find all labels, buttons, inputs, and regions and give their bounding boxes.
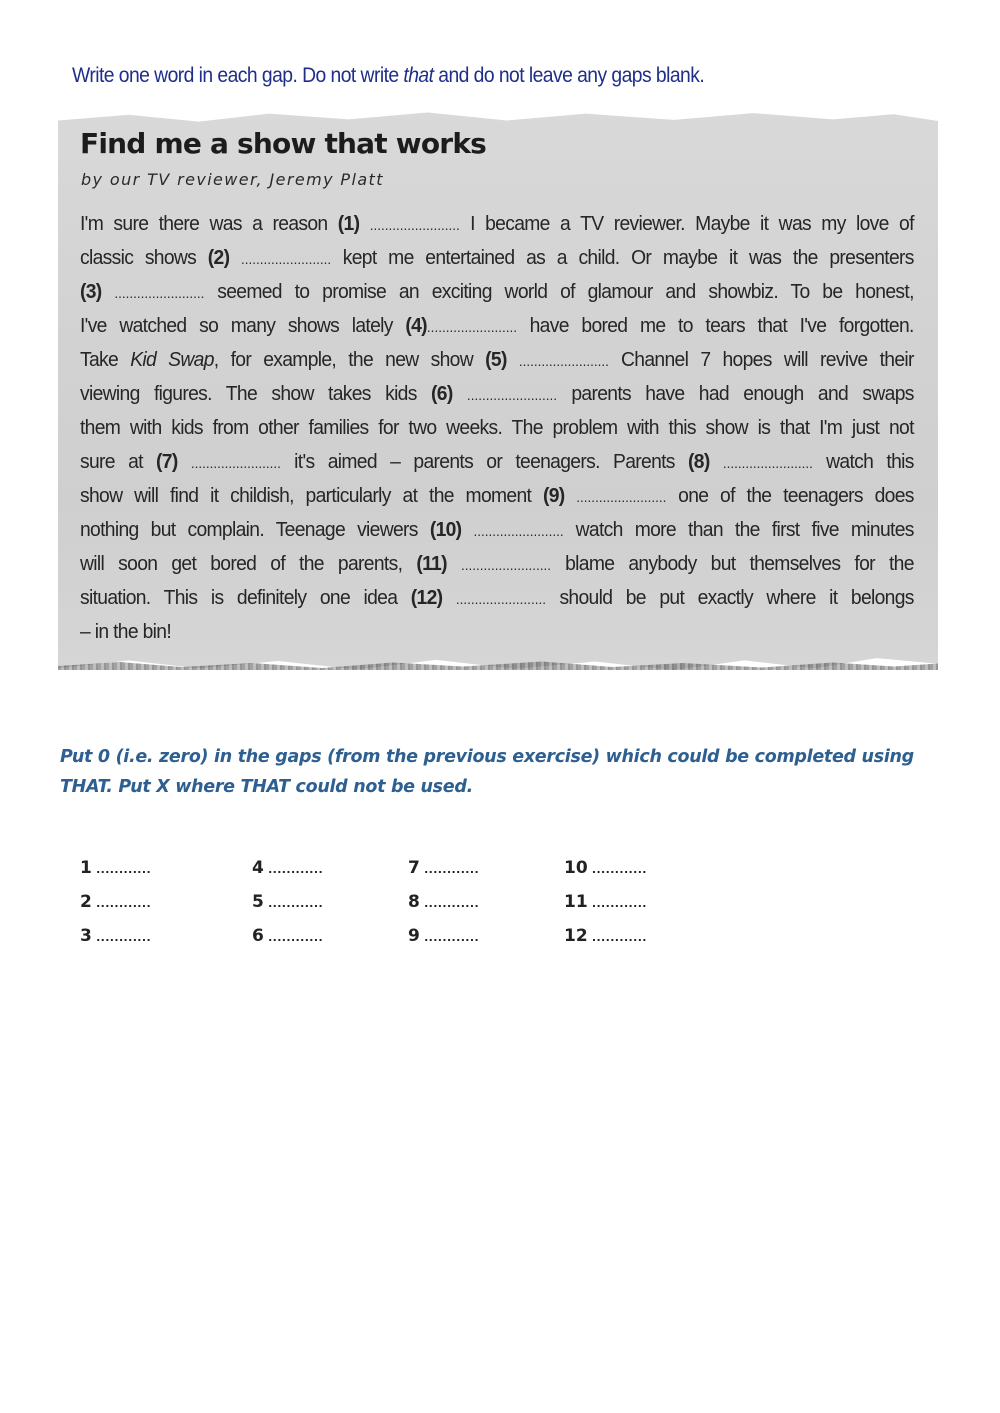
- answer-item-4[interactable]: [252, 858, 323, 878]
- gap-blank: ........................: [369, 217, 460, 233]
- answer-blank[interactable]: ............: [587, 931, 647, 944]
- answer-item-9[interactable]: [408, 926, 479, 946]
- answer-number: 8: [408, 892, 420, 912]
- article-text: Take: [80, 349, 131, 371]
- answer-item-7[interactable]: [408, 858, 479, 878]
- article-text: blame anybody but themselves for the: [551, 553, 914, 575]
- article-text: situation. This is definitely one idea: [80, 587, 411, 609]
- article-line: [80, 377, 914, 411]
- answer-item-3[interactable]: [80, 926, 151, 946]
- answer-blank[interactable]: ............: [419, 931, 480, 944]
- gap-number: (9): [542, 485, 565, 507]
- article-line: [80, 581, 914, 615]
- answer-blank[interactable]: ............: [419, 863, 480, 876]
- article-text: kept me entertained as a child. Or maybe it was the presenters: [331, 247, 914, 269]
- article-line: [80, 615, 914, 649]
- instruction-text: [72, 64, 882, 88]
- answer-number: 9: [408, 926, 420, 946]
- answer-blank[interactable]: ............: [587, 897, 647, 910]
- answer-item-1[interactable]: [80, 858, 151, 878]
- show-name: Kid Swap: [130, 349, 214, 371]
- article-line: [80, 411, 914, 445]
- gap-blank: ........................: [473, 523, 564, 539]
- gap-number: (1): [337, 213, 360, 235]
- answer-number: 1: [80, 858, 92, 878]
- answer-number: 11: [564, 892, 588, 912]
- gap-number: (3): [80, 281, 102, 303]
- article-text: seemed to promise an exciting world of glamour and showbiz. To be honest,: [204, 281, 914, 303]
- gap-blank: ........................: [460, 557, 552, 573]
- article-body: [80, 207, 914, 649]
- article-text: should be put exactly where it belongs: [545, 587, 914, 609]
- article-line: [80, 343, 914, 377]
- article-text: [359, 213, 369, 235]
- article-line: [80, 309, 914, 343]
- gap-number: (10): [429, 519, 462, 541]
- gap-blank: ........................: [114, 285, 205, 301]
- answer-blank[interactable]: ............: [263, 931, 324, 944]
- answer-number: 12: [564, 926, 588, 946]
- exercise2-instruction: Put 0 (i.e. zero) in the gaps (from the previous exercise) which could be completed using THAT. Put X where THAT could not be used.: [60, 747, 914, 797]
- answer-number: 10: [564, 858, 588, 878]
- article-text: nothing but complain. Teenage viewers: [80, 519, 430, 541]
- gap-blank: ........................: [426, 319, 518, 335]
- answer-blank[interactable]: ............: [91, 897, 152, 910]
- gap-number: (6): [431, 383, 453, 405]
- article-line: [80, 445, 914, 479]
- article-text: [565, 485, 577, 507]
- answer-item-5[interactable]: [252, 892, 323, 912]
- article-text: parents have had enough and swaps: [557, 383, 914, 405]
- answer-number: 2: [80, 892, 92, 912]
- answer-number: 7: [408, 858, 420, 878]
- article-line: [80, 547, 914, 581]
- article-text: [461, 519, 473, 541]
- answer-item-11[interactable]: [564, 892, 647, 912]
- answer-blank[interactable]: ............: [91, 863, 152, 876]
- article-text: [507, 349, 519, 371]
- answer-blank[interactable]: ............: [263, 897, 324, 910]
- gap-blank: ........................: [455, 591, 546, 607]
- gap-number: (11): [416, 553, 447, 575]
- gap-number: (7): [156, 451, 178, 473]
- gap-number: (12): [410, 587, 443, 609]
- answer-item-10[interactable]: [564, 858, 647, 878]
- article-text: [447, 553, 461, 575]
- article-text: show will find it childish, particularly at the moment: [80, 485, 543, 507]
- answer-number: 4: [252, 858, 264, 878]
- article-text: viewing figures. The show takes kids: [80, 383, 432, 405]
- article-text: watch this: [812, 451, 914, 473]
- article-text: I'm sure there was a reason: [80, 213, 338, 235]
- article-text: it's aimed – parents or teenagers. Parents: [280, 451, 689, 473]
- instruction-italic-word: that: [403, 64, 434, 87]
- gap-number: (2): [207, 247, 230, 269]
- gap-number: (4): [405, 315, 427, 337]
- answer-item-2[interactable]: [80, 892, 151, 912]
- article-text: Channel 7 hopes will revive their: [608, 349, 914, 371]
- answer-number: 6: [252, 926, 264, 946]
- article-line: [80, 275, 914, 309]
- article-line: [80, 513, 914, 547]
- article-text: I became a TV reviewer. Maybe it was my love of: [459, 213, 914, 235]
- article-text: sure at: [80, 451, 157, 473]
- gap-number: (8): [688, 451, 710, 473]
- article-line: [80, 207, 914, 241]
- article-text: , for example, the new show: [213, 349, 486, 371]
- article-text: [442, 587, 455, 609]
- answer-blank[interactable]: ............: [419, 897, 480, 910]
- gap-blank: ........................: [722, 455, 813, 471]
- article-title: Find me a show that works: [80, 127, 487, 160]
- answer-number: 5: [252, 892, 264, 912]
- answer-item-8[interactable]: [408, 892, 479, 912]
- gap-blank: ........................: [518, 353, 609, 369]
- gap-blank: ........................: [466, 387, 558, 403]
- answer-item-6[interactable]: [252, 926, 323, 946]
- answer-number: 3: [80, 926, 92, 946]
- article-text: classic shows: [80, 247, 208, 269]
- article-text: them with kids from other families for two weeks. The problem with this show is that I'm just not: [80, 417, 914, 439]
- gap-blank: ........................: [190, 455, 281, 471]
- answer-blank[interactable]: ............: [263, 863, 324, 876]
- article-text: [178, 451, 191, 473]
- article-text: have bored me to tears that I've forgotten.: [517, 315, 914, 337]
- article-line: [80, 479, 914, 513]
- article-line: [80, 241, 914, 275]
- gap-blank: ........................: [241, 251, 332, 267]
- article-text: – in the bin!: [80, 621, 172, 643]
- gap-number: (5): [485, 349, 507, 371]
- article-text: I've watched so many shows lately: [80, 315, 406, 337]
- article-text: [453, 383, 467, 405]
- article-text: watch more than the first five minutes: [563, 519, 914, 541]
- answer-blank[interactable]: ............: [587, 863, 647, 876]
- article-text: will soon get bored of the parents,: [80, 553, 417, 575]
- article-text: [710, 451, 723, 473]
- instruction-part2: and do not leave any gaps blank.: [433, 64, 705, 87]
- gap-blank: ........................: [576, 489, 667, 505]
- article-text: [102, 281, 115, 303]
- answer-grid: [80, 858, 680, 958]
- article-byline: by our TV reviewer, Jeremy Platt: [81, 170, 384, 189]
- answer-blank[interactable]: ............: [91, 931, 152, 944]
- answer-item-12[interactable]: [564, 926, 647, 946]
- article-text: one of the teenagers does: [666, 485, 914, 507]
- instruction-part1: Write one word in each gap. Do not write: [72, 64, 404, 87]
- article-text: [229, 247, 241, 269]
